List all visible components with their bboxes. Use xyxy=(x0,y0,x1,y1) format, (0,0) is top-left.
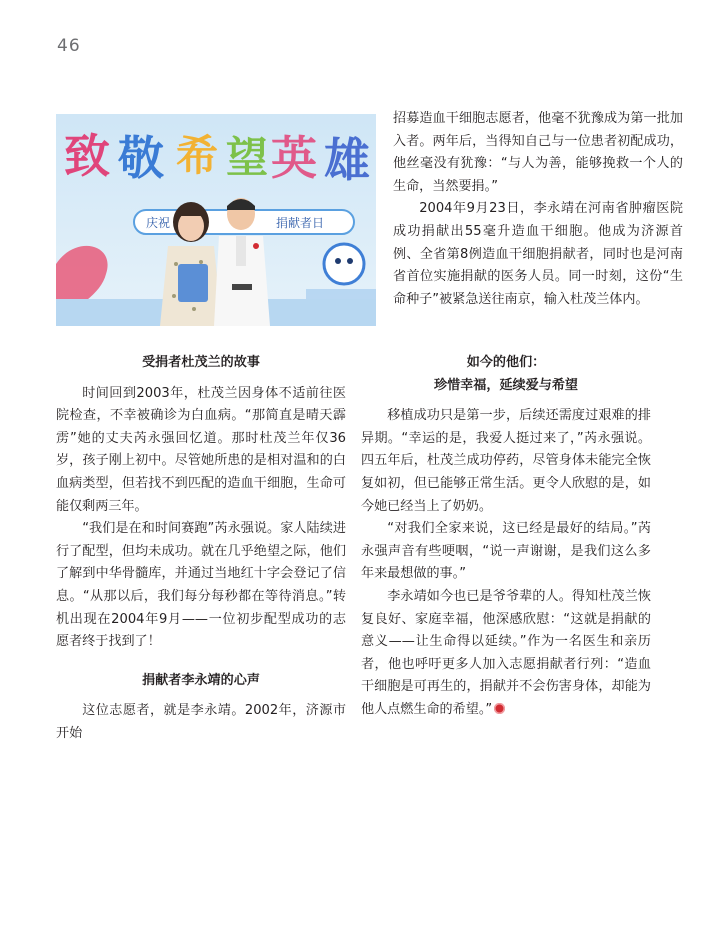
page-number: 46 xyxy=(57,36,81,56)
banner-title-char-5: 英 xyxy=(271,131,317,185)
photo-illustration xyxy=(56,114,376,326)
section-heading: 珍惜幸福，延续爱与希望 xyxy=(433,377,579,393)
event-photo xyxy=(56,114,376,326)
banner-title-char-2: 敬 xyxy=(118,131,164,185)
paragraph: “我们是在和时间赛跑”芮永强说。家人陆续进行了配型，但均未成功。就在几乎绝望之际，他们了解到中华骨髓库，并通过当地红十字会登记了信息。“从那以后，我们每分每秒都在等待消息。”转机出现在2004年9月——一位初步配型成功的志愿者终于找到了！ xyxy=(56,521,346,650)
paragraph: 2004年9月23日，李永靖在河南省肿瘤医院成功捐献出55毫升造血干细胞。他成为济源首例、全省第8例造血干细胞捐献者，同时也是河南省首位实施捐献的医务人员。同一时刻，这份“生命种子”被紧急送往南京，输入杜茂兰体内。 xyxy=(393,201,683,307)
section-heading: 受捐者杜茂兰的故事 xyxy=(142,355,260,370)
article-column-right xyxy=(361,352,651,722)
paragraph xyxy=(361,586,651,722)
section-heading: 捐献者李永靖的心声 xyxy=(142,672,260,688)
article-column-left xyxy=(56,352,346,746)
banner-title-char-4: 望 xyxy=(226,133,269,182)
paragraph: 时间回到2003年，杜茂兰因身体不适前往医院检查，不幸被确诊为白血病。“那简直是晴天霹雳”她的丈夫芮永强回忆道。那时杜茂兰年仅36岁，孩子刚上初中。尽管她所患的是相对温和的白血病类型，但若找不到匹配的造血干细胞，生命可能仅剩两三年。 xyxy=(56,385,346,514)
banner-subtitle-right: 捐献者日 xyxy=(276,216,325,230)
banner-subtitle-left: 庆祝 xyxy=(146,216,171,230)
paragraph: “对我们全家来说，这已经是最好的结局。”芮永强声音有些哽咽，“说一声谢谢，是我们这么多年来最想做的事。” xyxy=(361,521,651,582)
article-column-right-top xyxy=(393,108,683,311)
paragraph-text: 李永靖如今也已是爷爷辈的人。得知杜茂兰恢复良好、家庭幸福，他深感欣慰：“这就是捐献的意义——让生命得以延续。”作为一名医生和亲历者，他也呼吁更多人加入志愿捐献者行列：“造血干细胞是可再生的，捐献并不会伤害身体，却能为他人点燃生命的希望。” xyxy=(361,588,651,717)
banner-title-char-1: 致 xyxy=(64,129,110,183)
paragraph: 这位志愿者，就是李永靖。2002年，济源市开始 xyxy=(56,703,346,741)
section-heading: 如今的他们： xyxy=(466,355,546,370)
banner-title-char-3: 希 xyxy=(176,131,219,180)
end-mark-icon xyxy=(494,703,505,714)
banner-title-char-6: 雄 xyxy=(324,133,370,187)
paragraph: 移植成功只是第一步，后续还需度过艰难的排异期。“幸运的是，我爱人挺过来了，”芮永强说。四五年后，杜茂兰成功停药，尽管身体未能完全恢复如初，但已能够正常生活。更令人欣慰的是，如今她已经当上了奶奶。 xyxy=(361,408,651,514)
paragraph: 招募造血干细胞志愿者，他毫不犹豫成为第一批加入者。两年后，当得知自己与一位患者初配成功，他丝毫没有犹豫：“与人为善，能够挽救一个人的生命，当然要捐。” xyxy=(393,111,683,194)
